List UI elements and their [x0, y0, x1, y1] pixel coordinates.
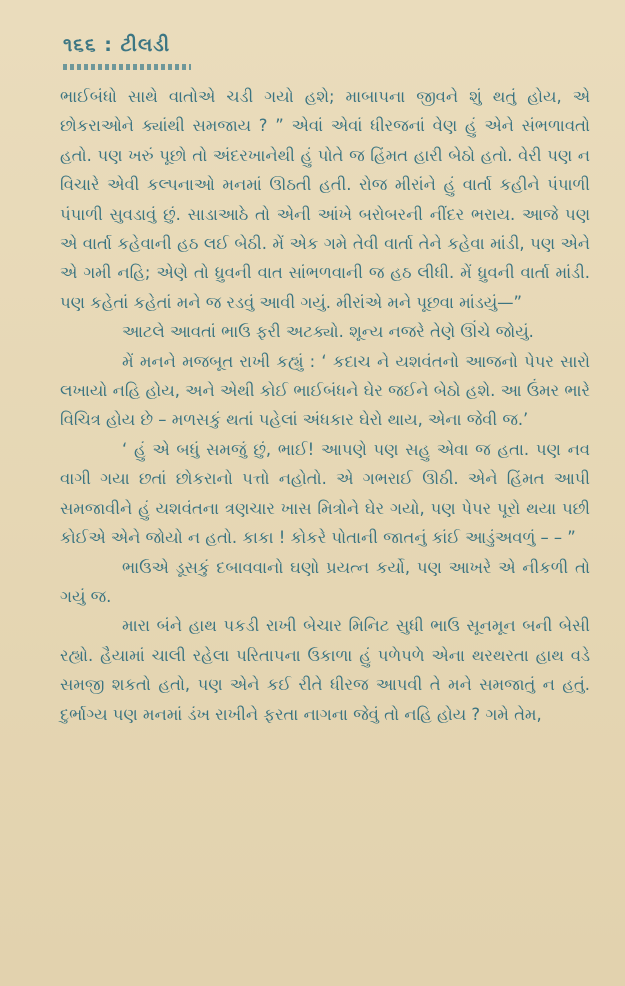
- header-underline: [63, 64, 191, 70]
- running-title: ટીલડી: [120, 34, 171, 56]
- paragraph: ‘ હું એ બધું સમજું છું, ભાઈ! આપણે પણ સહુ એવા જ હતા. પણ નવ વાગી ગયા છતાં છોકરાનો પત્તો નહોતો. એ ગભરાઈ ઊઠી. એને હિંમત આપી સમજાવીને હું યશવંતના ત્રણચાર ખાસ મિત્રોને ઘેર ગયો, પણ પેપર પૂરો થયા પછી કોઈએ એને જોયો ન હતો. કાકા ! કોકરે પોતાની જાતનું કાંઈ આડુંઅવળું – – ”: [60, 439, 590, 548]
- header-separator: :: [104, 34, 113, 56]
- paragraph: ભાઈબંધો સાથે વાતોએ ચડી ગયો હશે; માબાપના જીવને શું થતું હોય, એ છોકરાઓને ક્યાંથી સમજાય ? ” એવાં એવાં ધીરજનાં વેણ હું એને સંભળાવતો હતો. પણ ખરું પૂછો તો અંદરખાનેથી હું પોતે જ હિંમત હારી બેઠો હતો. વેરી પણ ન વિચારે એવી કલ્પનાઓ મનમાં ઊઠતી હતી. રોજ મીરાંને હું વાર્તા કહીને પંપાળી પંપાળી સુવડાવું છું. સાડાઆઠે તો એની આંખે બરોબરની નીંદર ભરાય. આજે પણ એ વાર્તા કહેવાની હઠ લઈ બેઠી. મેં એક ગમે તેવી વાર્તા તેને કહેવા માંડી, પણ એને એ ગમી નહિ; એણે તો ધ્રુવની વાત સાંભળવાની જ હઠ લીધી. મેં ધ્રુવની વાર્તા માંડી. પણ કહેતાં કહેતાં મને જ રડવું આવી ગયું. મીરાંએ મને પૂછવા માંડયું—”: [60, 87, 590, 312]
- paragraph: આટલે આવતાં ભાઉ ફરી અટક્યો. શૂન્ય નજરે તેણે ઊંચે જોયું.: [122, 322, 534, 342]
- paragraph: મેં મનને મજબૂત રાખી કહ્યું : ‘ કદાચ ને યશવંતનો આજનો પેપર સારો લખાયો નહિ હોય, અને એથી કોઈ ભાઈબંધને ઘેર જઈને બેઠો હશે. આ ઉંમર ભારે વિચિત્ર હોય છે – મળસકું થતાં પહેલાં અંધકાર ઘેરો થાય, એના જેવી જ.’: [60, 351, 590, 430]
- page-body: [60, 82, 590, 729]
- page-number: ૧૬૬: [63, 34, 97, 56]
- paragraph: ભાઉએ ડૂસકું દબાવવાનો ઘણો પ્રયત્ન કર્યો, પણ આખરે એ નીકળી તો ગયું જ.: [60, 557, 590, 606]
- paragraph: મારા બંને હાથ પકડી રાખી બેચાર મિનિટ સુધી ભાઉ સૂનમૂન બની બેસી રહ્યો. હૈયામાં ચાલી રહેલા પરિતાપના ઉકાળા હું પળેપળે એના થરથરતા હાથ વડે સમજી શકતો હતો, પણ એને કઈ રીતે ધીરજ આપવી તે મને સમજાતું ન હતું. દુર્ભાગ્ય પણ મનમાં ડંખ રાખીને ફરતા નાગના જેવું તો નહિ હોય ? ગમે તેમ,: [60, 616, 590, 724]
- page-header: [63, 34, 170, 56]
